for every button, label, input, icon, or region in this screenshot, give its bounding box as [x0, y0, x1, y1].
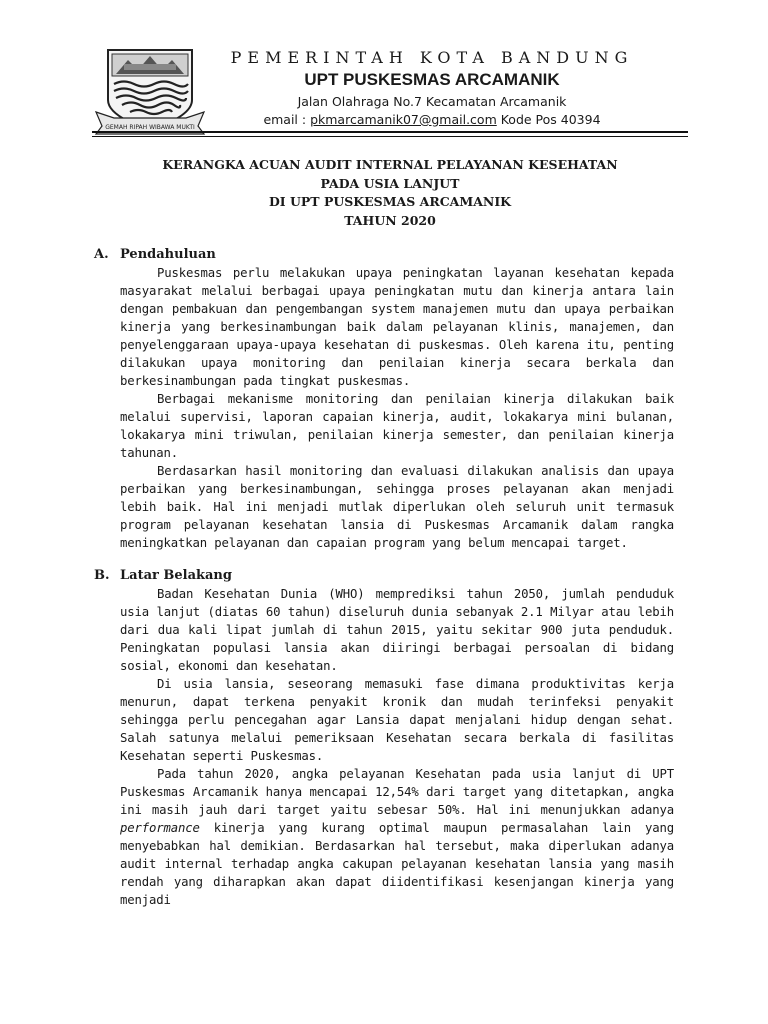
letterhead-divider-thin: [92, 136, 688, 137]
letterhead-divider-thick: [92, 131, 688, 133]
section-a-title: Pendahuluan: [120, 247, 216, 262]
section-a-paragraph-2: Berbagai mekanisme monitoring dan penilaian kinerja dilakukan baik melalui supervisi, laporan capaian kinerja, audit, lokakarya mini bulanan, lokakarya mini triwulan, penilaian kinerja semester, dan penilaian kinerja tahunan.: [120, 392, 674, 460]
section-b-paragraph-1: Badan Kesehatan Dunia (WHO) memprediksi tahun 2050, jumlah penduduk usia lanjut (diatas 60 tahun) diseluruh dunia sebanyak 2.1 Milyar atau lebih dari dua kali lipat jumlah di tahun 2015, yaitu sekitar 900 juta penduduk. Peningkatan populasi lansia akan diiringi berbagai persoalan di bidang sosial, ekonomi dan kesehatan.: [120, 587, 674, 673]
email-prefix: email :: [263, 112, 311, 127]
email-link[interactable]: pkmarcamanik07@gmail.com: [310, 112, 497, 127]
section-b-letter: B.: [94, 568, 110, 583]
title-line-3: DI UPT PUSKESMAS ARCAMANIK: [268, 194, 512, 209]
logo-motto: GEMAH RIPAH WIBAWA MUKTI: [105, 124, 195, 131]
section-spacer: [94, 552, 674, 567]
document-title: [92, 156, 688, 230]
title-line-4: TAHUN 2020: [344, 212, 436, 228]
section-b-paragraph-3: [120, 765, 674, 909]
contact-line: [206, 111, 658, 129]
performance-emphasis: performance: [120, 821, 200, 835]
address: Jalan Olahraga No.7 Kecamatan Arcamanik: [297, 94, 567, 109]
section-b-paragraph-2: Di usia lansia, seseorang memasuki fase dimana produktivitas kerja menurun, dapat terkena penyakit kronik dan mudah terinfeksi penyakit sehingga perlu pencegahan agar Lansia dapat menjalani hidup dengan sehat. Salah satunya melalui pemeriksaan Kesehatan secara berkala di fasilitas Kesehatan seperti Puskesmas.: [120, 677, 674, 763]
government-name: PEMERINTAH KOTA BANDUNG: [230, 48, 634, 67]
section-a-heading: [94, 246, 674, 264]
section-b-title: Latar Belakang: [120, 568, 232, 583]
section-b-paragraph-3-start: Pada tahun 2020, angka pelayanan Kesehatan pada usia lanjut di UPT Puskesmas Arcamanik hanya mencapai 12,54% dari target yang ditetapkan, angka ini masih jauh dari target yaitu sebesar 50%. Hal ini menunjukkan adanya: [120, 767, 674, 817]
title-line-1: KERANGKA ACUAN AUDIT INTERNAL PELAYANAN KESEHATAN: [162, 157, 618, 172]
letterhead: [206, 48, 658, 129]
section-b-paragraph-3-end: kinerja yang kurang optimal maupun permasalahan lain yang menyebabkan hal demikian. Berdasarkan hal tersebut, maka diperlukan adanya audit internal terhadap angka cakupan pelayanan kesehatan lansia yang masih rendah yang diharapkan akan dapat diidentifikasi kesenjangan kinerja yang menjadi: [120, 821, 674, 907]
section-a-paragraph-1: Puskesmas perlu melakukan upaya peningkatan layanan kesehatan kepada masyarakat melalui berbagai upaya peningkatan mutu dan kinerja antara lain dengan pembakuan dan pengembangan system manajemen mutu dan upaya perbaikan kinerja yang berkesinambungan baik dalam pelayanan klinis, manajemen, dan penyelenggaraan upaya-upaya kesehatan di puskesmas. Oleh karena itu, penting dilakukan upaya monitoring dan penilaian kinerja secara berkala dan berkesinambungan pada tingkat puskesmas.: [120, 266, 674, 388]
section-b-heading: [94, 567, 674, 585]
postal-code: Kode Pos 40394: [496, 112, 601, 127]
organization-name: UPT PUSKESMAS ARCAMANIK: [304, 70, 560, 89]
section-a-paragraph-3: Berdasarkan hasil monitoring dan evaluasi dilakukan analisis dan upaya perbaikan yang berkesinambungan, sehingga proses pelayanan akan menjadi lebih baik. Hal ini menjadi mutlak diperlukan oleh seluruh unit termasuk program pelayanan kesehatan lansia di Puskesmas Arcamanik dalam rangka meningkatkan pelayanan dan capaian program yang belum mencapai target.: [120, 464, 674, 550]
title-line-2: PADA USIA LANJUT: [320, 175, 460, 191]
section-a-letter: A.: [94, 247, 109, 262]
document-body: [94, 246, 674, 909]
bandung-city-emblem-logo: [94, 46, 206, 138]
